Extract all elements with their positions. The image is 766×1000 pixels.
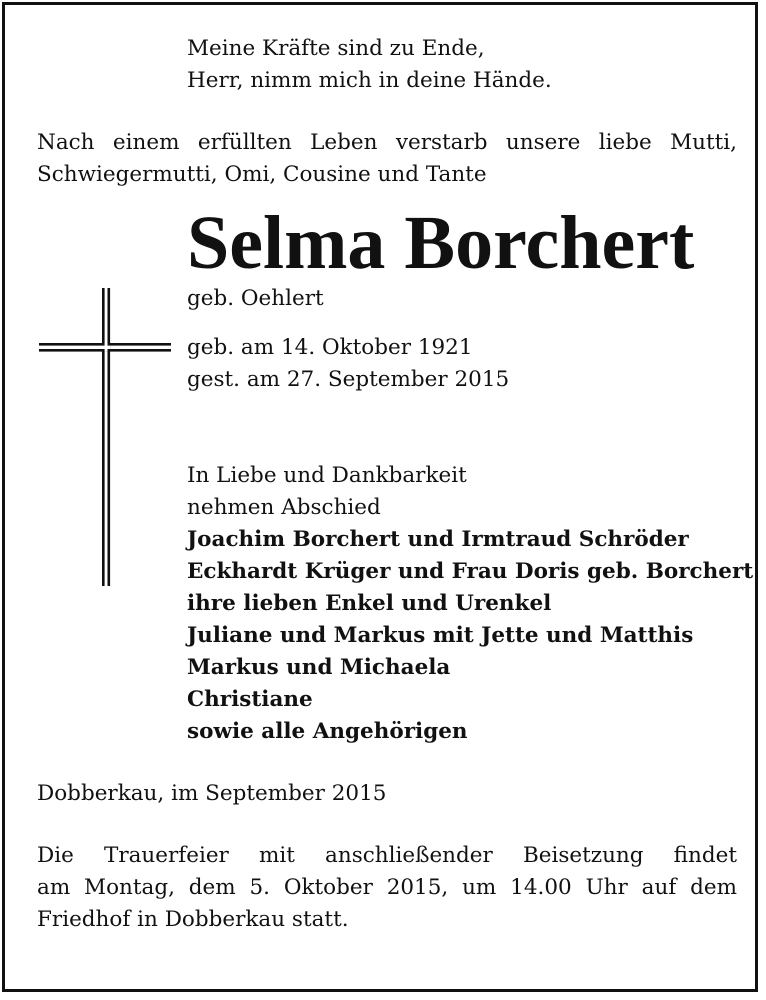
mourner-line: Joachim Borchert und Irmtraud Schröder bbox=[187, 527, 689, 552]
farewell-intro-line: In Liebe und Dankbarkeit bbox=[187, 463, 467, 488]
funeral-line: am Montag, dem 5. Oktober 2015, um 14.00 Uhr auf dem bbox=[37, 875, 737, 900]
life-dates bbox=[187, 332, 737, 396]
farewell-intro-line: nehmen Abschied bbox=[187, 495, 381, 520]
mourner-line: ihre lieben Enkel und Urenkel bbox=[187, 591, 552, 616]
intro-line: Schwiegermutti, Omi, Cousine und Tante bbox=[37, 162, 487, 187]
verse-line: Meine Kräfte sind zu Ende, bbox=[187, 36, 485, 61]
funeral-line: Die Trauerfeier mit anschließender Beisetzung findet bbox=[37, 843, 737, 868]
death-date: gest. am 27. September 2015 bbox=[187, 367, 510, 392]
funeral-line: Friedhof in Dobberkau statt. bbox=[37, 907, 349, 932]
mourner-line: Juliane und Markus mit Jette und Matthis bbox=[187, 623, 694, 648]
notice-frame bbox=[2, 2, 758, 992]
farewell-block bbox=[187, 460, 754, 748]
place-date: Dobberkau, im September 2015 bbox=[37, 781, 387, 806]
mourner-line: sowie alle Angehörigen bbox=[187, 719, 468, 744]
verse-line: Herr, nimm mich in deine Hände. bbox=[187, 68, 552, 93]
intro-text bbox=[37, 127, 737, 191]
verse bbox=[187, 33, 737, 97]
maiden-name: geb. Oehlert bbox=[187, 286, 324, 311]
deceased-name: Selma Borchert bbox=[187, 201, 695, 285]
mourner-line: Eckhardt Krüger und Frau Doris geb. Borchert bbox=[187, 559, 754, 584]
birth-date: geb. am 14. Oktober 1921 bbox=[187, 335, 473, 360]
mourner-line: Markus und Michaela bbox=[187, 655, 451, 680]
mourner-line: Christiane bbox=[187, 687, 313, 712]
notice-content bbox=[37, 33, 754, 936]
funeral-info bbox=[37, 840, 737, 936]
intro-line: Nach einem erfüllten Leben verstarb unsere liebe Mutti, bbox=[37, 130, 737, 155]
